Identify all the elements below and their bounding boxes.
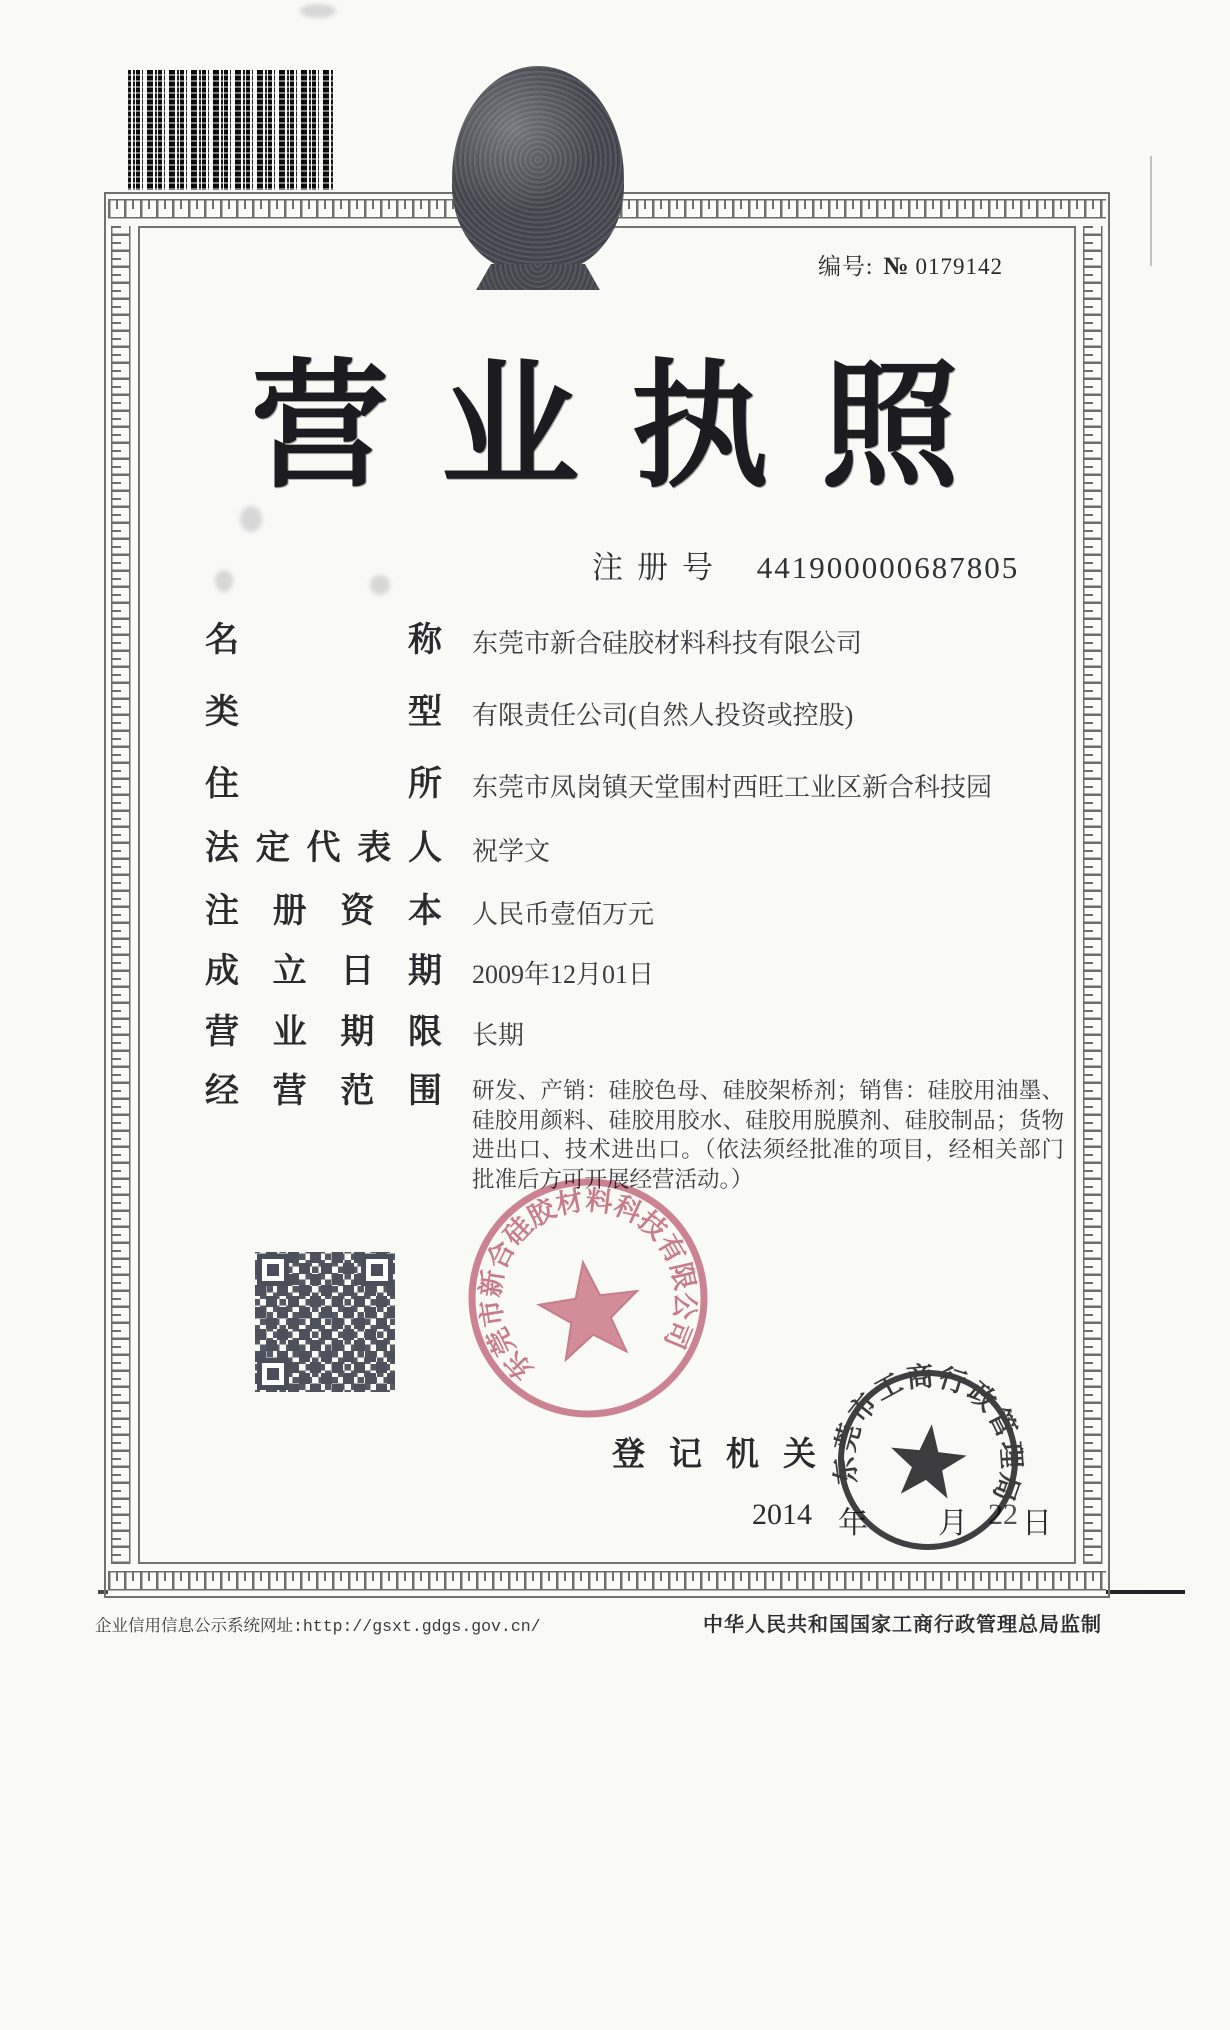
company-red-stamp [446, 1156, 731, 1441]
star-icon [886, 1420, 969, 1500]
field-value: 祝学文 [472, 837, 551, 866]
field-row-establish-date [205, 953, 654, 992]
qr-finder-icon [257, 1358, 289, 1390]
barcode [128, 70, 333, 190]
registry-authority-label: 登记机关 [612, 1437, 840, 1473]
border-left [106, 226, 136, 1564]
date-day: 22 [988, 1498, 1018, 1531]
registration-number-line [592, 542, 1019, 587]
field-label: 注册资本 [205, 893, 442, 930]
registration-number: 441900000687805 [756, 550, 1020, 585]
field-row-address [205, 766, 992, 805]
field-value: 2009年12月01日 [472, 960, 655, 989]
field-label: 成立日期 [205, 953, 442, 990]
date-year-unit: 年 [838, 1507, 868, 1540]
red-stamp-text: 东莞市新合硅胶材料科技有限公司 [475, 1185, 701, 1386]
qr-finder-icon [257, 1254, 289, 1286]
field-label: 营业期限 [205, 1014, 442, 1051]
emblem-base [476, 264, 600, 290]
date-month-unit: 月 [938, 1507, 968, 1540]
field-label: 类型 [205, 694, 442, 731]
field-row-business-term [205, 1014, 524, 1053]
date-day-unit: 日 [1022, 1507, 1052, 1540]
field-label: 住所 [205, 766, 442, 803]
footer-issuer: 中华人民共和国国家工商行政管理总局监制 [703, 1614, 1102, 1636]
qr-finder-icon [361, 1254, 393, 1286]
field-value: 研发、产销：硅胶色母、硅胶架桥剂；销售：硅胶用油墨、硅胶用颜料、硅胶用胶水、硅胶用脱膜剂、硅胶制品；货物进出口、技术进出口。（依法须经批准的项目，经相关部门批准后方可开展经营活动。） [472, 1078, 1064, 1193]
scan-smudge [300, 4, 336, 18]
field-value: 长期 [472, 1021, 525, 1050]
footer-url: 企业信用信息公示系统网址:http://gsxt.gdgs.gov.cn/ [95, 1617, 541, 1636]
field-value: 东莞市新合硅胶材料科技有限公司 [472, 629, 863, 658]
field-value: 东莞市凤岗镇天堂围村西旺工业区新合科技园 [472, 773, 993, 802]
border-right [1078, 226, 1108, 1564]
field-label: 法定代表人 [205, 830, 442, 867]
serial-number-line [818, 248, 1098, 281]
star-icon [534, 1255, 645, 1362]
field-label: 名称 [205, 622, 442, 659]
field-label: 经营范围 [205, 1073, 442, 1110]
field-row-legal-representative [205, 830, 550, 869]
license-title: 营业执照 [250, 351, 1011, 504]
black-stamp-text: 东莞市工商行政管理局 [829, 1361, 1027, 1506]
scan-edge-line [1150, 156, 1152, 266]
field-row-name [205, 622, 862, 661]
field-row-type [205, 694, 853, 733]
field-value: 有限责任公司(自然人投资或控股) [472, 701, 854, 730]
serial-number: 0179142 [915, 254, 1004, 279]
serial-label: 编号: [818, 254, 874, 279]
field-value: 人民币壹佰万元 [472, 900, 655, 929]
field-row-registered-capital [205, 893, 654, 932]
numero-symbol: № [883, 253, 910, 280]
national-emblem-icon [452, 66, 624, 274]
qr-code [255, 1252, 395, 1392]
date-year: 2014 [752, 1498, 812, 1531]
registration-label: 注册号 [592, 550, 727, 585]
border-bottom [108, 1566, 1106, 1596]
authority-black-stamp [822, 1354, 1033, 1565]
